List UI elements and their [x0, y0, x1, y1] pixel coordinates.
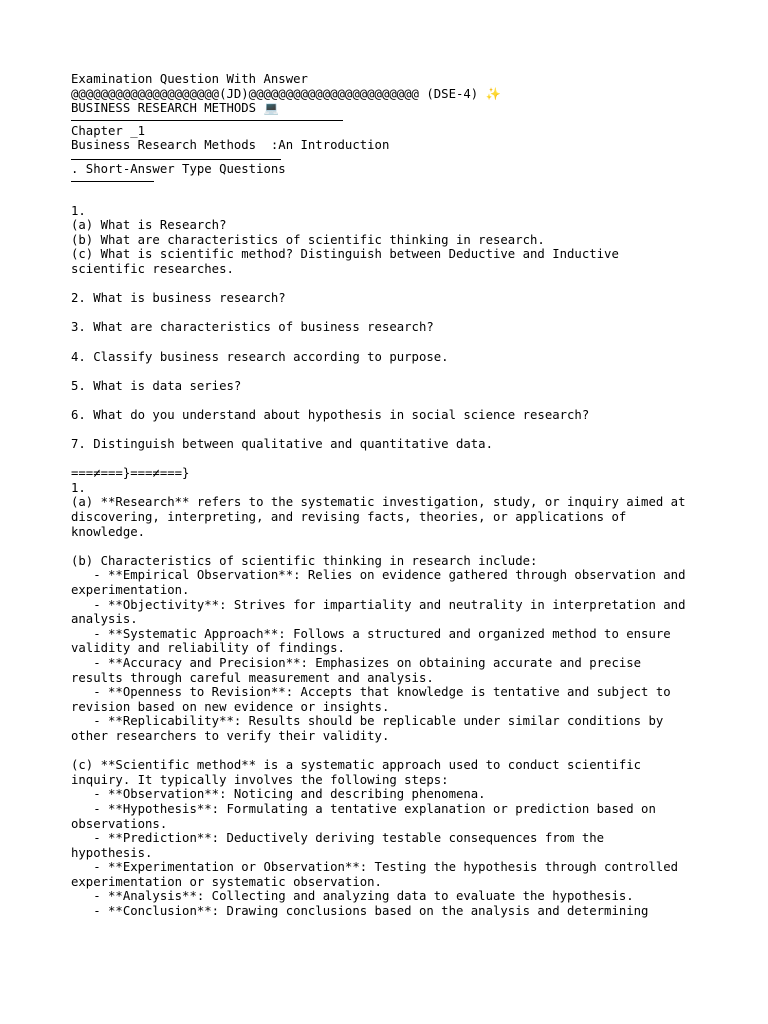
document-title: Examination Question With Answer: [71, 72, 308, 86]
chapter-number: Chapter _1: [71, 123, 146, 138]
answer-1c-step-continued: observations.: [71, 816, 168, 831]
laptop-icon: 💻: [263, 101, 279, 116]
question-2: 2. What is business research?: [71, 291, 286, 306]
section-separator: ===≠===}===≠===}: [71, 466, 190, 481]
course-code-line: [71, 87, 731, 102]
answer-1c-step: - **Prediction**: Deductively deriving testable consequences from the: [71, 831, 605, 846]
subject-title: BUSINESS RESEARCH METHODS: [71, 101, 257, 116]
answer-1-number: 1.: [71, 480, 86, 495]
answer-1c-intro: (c) **Scientific method** is a systematic approach used to conduct scientific: [71, 758, 642, 773]
answer-1a-line-3: knowledge.: [71, 524, 146, 539]
answer-1c-step: - **Experimentation or Observation**: Testing the hypothesis through controlled: [71, 860, 679, 875]
course-code: @@@@@@@@@@@@@@@@@@@@(JD)@@@@@@@@@@@@@@@@@@@@@@@ (DSE-4): [71, 86, 479, 101]
answer-1b-intro: (b) Characteristics of scientific thinking in research include:: [71, 553, 538, 568]
answer-1c-step-continued: hypothesis.: [71, 845, 153, 860]
chapter-name: Business Research Methods :An Introduction: [71, 138, 390, 153]
header-divider: [71, 120, 343, 121]
question-1-number: 1.: [71, 203, 86, 218]
answer-1c-step: - **Hypothesis**: Formulating a tentative explanation or prediction based on: [71, 801, 656, 816]
answer-1b-item: - **Objectivity**: Strives for impartiality and neutrality in interpretation and: [71, 597, 686, 612]
question-1a: (a) What is Research?: [71, 218, 227, 233]
sparkle-icon: ✨: [485, 86, 501, 101]
answer-1b-item-continued: other researchers to verify their validity.: [71, 728, 390, 743]
answer-1b-item-continued: experimentation.: [71, 583, 190, 597]
answer-1a-line-2: discovering, interpreting, and revising facts, theories, or applications of: [71, 510, 627, 525]
answer-1c-intro-continued: inquiry. It typically involves the following steps:: [71, 772, 449, 787]
answer-1b-item: - **Openness to Revision**: Accepts that knowledge is tentative and subject to: [71, 685, 671, 700]
answer-1b-item: - **Replicability**: Results should be replicable under similar conditions by: [71, 714, 664, 729]
answer-1c-step: - **Conclusion**: Drawing conclusions based on the analysis and determining: [71, 904, 649, 919]
subject-line: [71, 101, 731, 116]
answer-1a: (a) **Research** refers to the systematic investigation, study, or inquiry aimed at: [71, 495, 686, 510]
question-6: 6. What do you understand about hypothesis in social science research?: [71, 407, 590, 422]
question-1c: (c) What is scientific method? Distinguish between Deductive and Inductive: [71, 247, 619, 262]
question-1c-continued: scientific researches.: [71, 261, 234, 276]
answer-1b-item-continued: results through careful measurement and analysis.: [71, 670, 434, 685]
question-5: 5. What is data series?: [71, 378, 242, 393]
answer-1b-item: - **Systematic Approach**: Follows a structured and organized method to ensure: [71, 626, 671, 641]
question-4: 4. Classify business research according to purpose.: [71, 349, 449, 364]
answer-1c-step: - **Observation**: Noticing and describing phenomena.: [71, 787, 486, 802]
answer-1b-item-continued: analysis.: [71, 612, 138, 627]
question-1b: (b) What are characteristics of scientific thinking in research.: [71, 232, 545, 247]
answer-1b-item-continued: validity and reliability of findings.: [71, 641, 345, 656]
section-title: . Short-Answer Type Questions: [71, 161, 286, 176]
answer-1c-step: - **Analysis**: Collecting and analyzing data to evaluate the hypothesis.: [71, 889, 634, 904]
question-3: 3. What are characteristics of business research?: [71, 320, 434, 335]
answer-1b-item-continued: revision based on new evidence or insights.: [71, 699, 390, 714]
answer-1c-step-continued: experimentation or systematic observation.: [71, 874, 382, 889]
document-body: [71, 72, 731, 919]
question-7: 7. Distinguish between qualitative and quantitative data.: [71, 437, 493, 452]
answer-1b-item: - **Empirical Observation**: Relies on evidence gathered through observation and: [71, 568, 686, 583]
chapter-divider: [71, 159, 281, 160]
answer-1b-item: - **Accuracy and Precision**: Emphasizes on obtaining accurate and precise: [71, 655, 642, 670]
